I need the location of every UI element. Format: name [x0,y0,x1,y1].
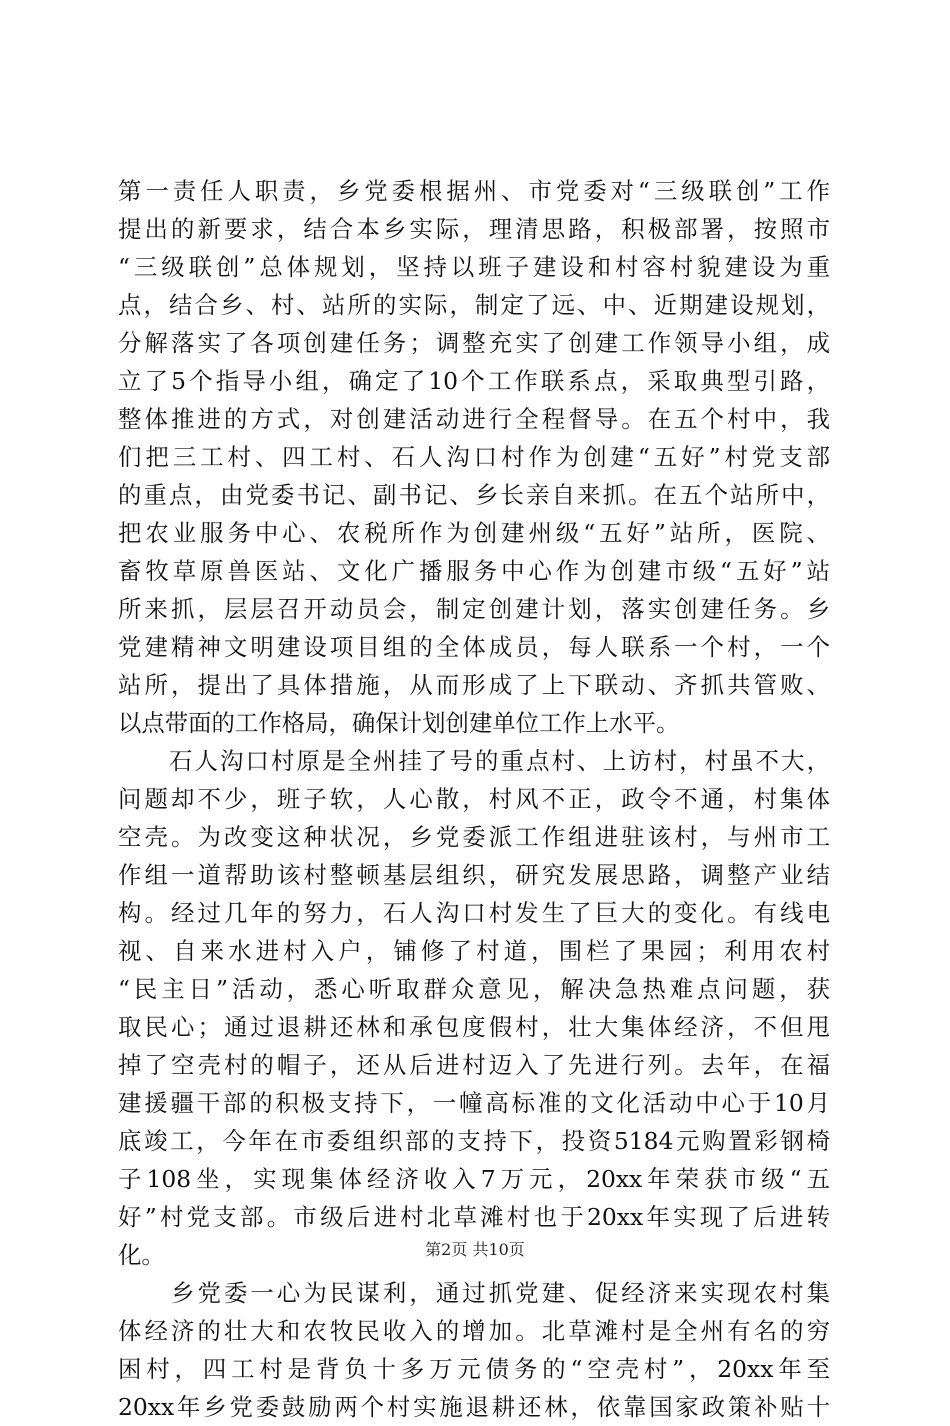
text-line: 点，结合乡、村、站所的实际，制定了远、中、近期建设规划， [118,291,830,319]
text-line: 的重点，由党委书记、副书记、乡长亲自来抓。在五个站所中， [118,481,830,509]
text-line: 20xx年乡党委鼓励两个村实施退耕还林，依靠国家政策补贴十 [118,1393,830,1421]
text-line: 第一责任人职责，乡党委根据州、市党委对“三级联创”工作 [118,177,830,205]
text-line: 体经济的壮大和农牧民收入的增加。北草滩村是全州有名的穷 [118,1317,830,1345]
page-number-footer: 第2页 共10页 [425,1240,525,1259]
text-line: 站所，提出了具体措施，从而形成了上下联动、齐抓共管败、 [118,671,830,699]
text-line: 化。 [118,1241,165,1269]
text-line: 建援疆干部的积极支持下，一幢高标准的文化活动中心于10月 [118,1089,830,1117]
text-line: 畜牧草原兽医站、文化广播服务中心作为创建市级“五好”站 [118,557,830,585]
text-line: 整体推进的方式，对创建活动进行全程督导。在五个村中，我 [118,405,830,433]
text-line: 构。经过几年的努力，石人沟口村发生了巨大的变化。有线电 [118,899,830,927]
text-line: 们把三工村、四工村、石人沟口村作为创建“五好”村党支部 [118,443,830,471]
text-line: 立了5个指导小组，确定了10个工作联系点，采取典型引路， [118,367,830,395]
text-line: 以点带面的工作格局，确保计划创建单位工作上水平。 [118,709,680,737]
text-line: 把农业服务中心、农税所作为创建州级“五好”站所，医院、 [118,519,830,547]
text-line: 党建精神文明建设项目组的全体成员，每人联系一个村，一个 [118,633,830,661]
text-line: 困村，四工村是背负十多万元债务的“空壳村”，20xx年至 [118,1355,830,1383]
text-line: “民主日”活动，悉心听取群众意见，解决急热难点问题，获 [118,975,830,1003]
text-line: 问题却不少，班子软，人心散，村风不正，政令不通，村集体 [118,785,830,813]
text-line: 好”村党支部。市级后进村北草滩村也于20xx年实现了后进转 [118,1203,830,1231]
text-line: 分解落实了各项创建任务；调整充实了创建工作领导小组，成 [118,329,830,357]
text-line: 作组一道帮助该村整顿基层组织，研究发展思路，调整产业结 [118,861,830,889]
text-line: 视、自来水进村入户，铺修了村道，围栏了果园；利用农村 [118,937,830,965]
text-line: 石人沟口村原是全州挂了号的重点村、上访村，村虽不大， [118,747,830,775]
text-line: 乡党委一心为民谋利，通过抓党建、促经济来实现农村集 [118,1279,830,1307]
text-line: 所来抓，层层召开动员会，制定创建计划，落实创建任务。乡 [118,595,830,623]
text-line: 底竣工，今年在市委组织部的支持下，投资5184元购置彩钢椅 [118,1127,830,1155]
text-line: 掉了空壳村的帽子，还从后进村迈入了先进行列。去年，在福 [118,1051,830,1079]
text-line: “三级联创”总体规划，坚持以班子建设和村容村貌建设为重 [118,253,830,281]
text-line: 子108坐，实现集体经济收入7万元，20xx年荣获市级“五 [118,1165,830,1193]
text-line: 取民心；通过退耕还林和承包度假村，壮大集体经济，不但甩 [118,1013,830,1041]
text-line: 提出的新要求，结合本乡实际，理清思路，积极部署，按照市 [118,215,830,243]
text-line: 空壳。为改变这种状况，乡党委派工作组进驻该村，与州市工 [118,823,830,851]
